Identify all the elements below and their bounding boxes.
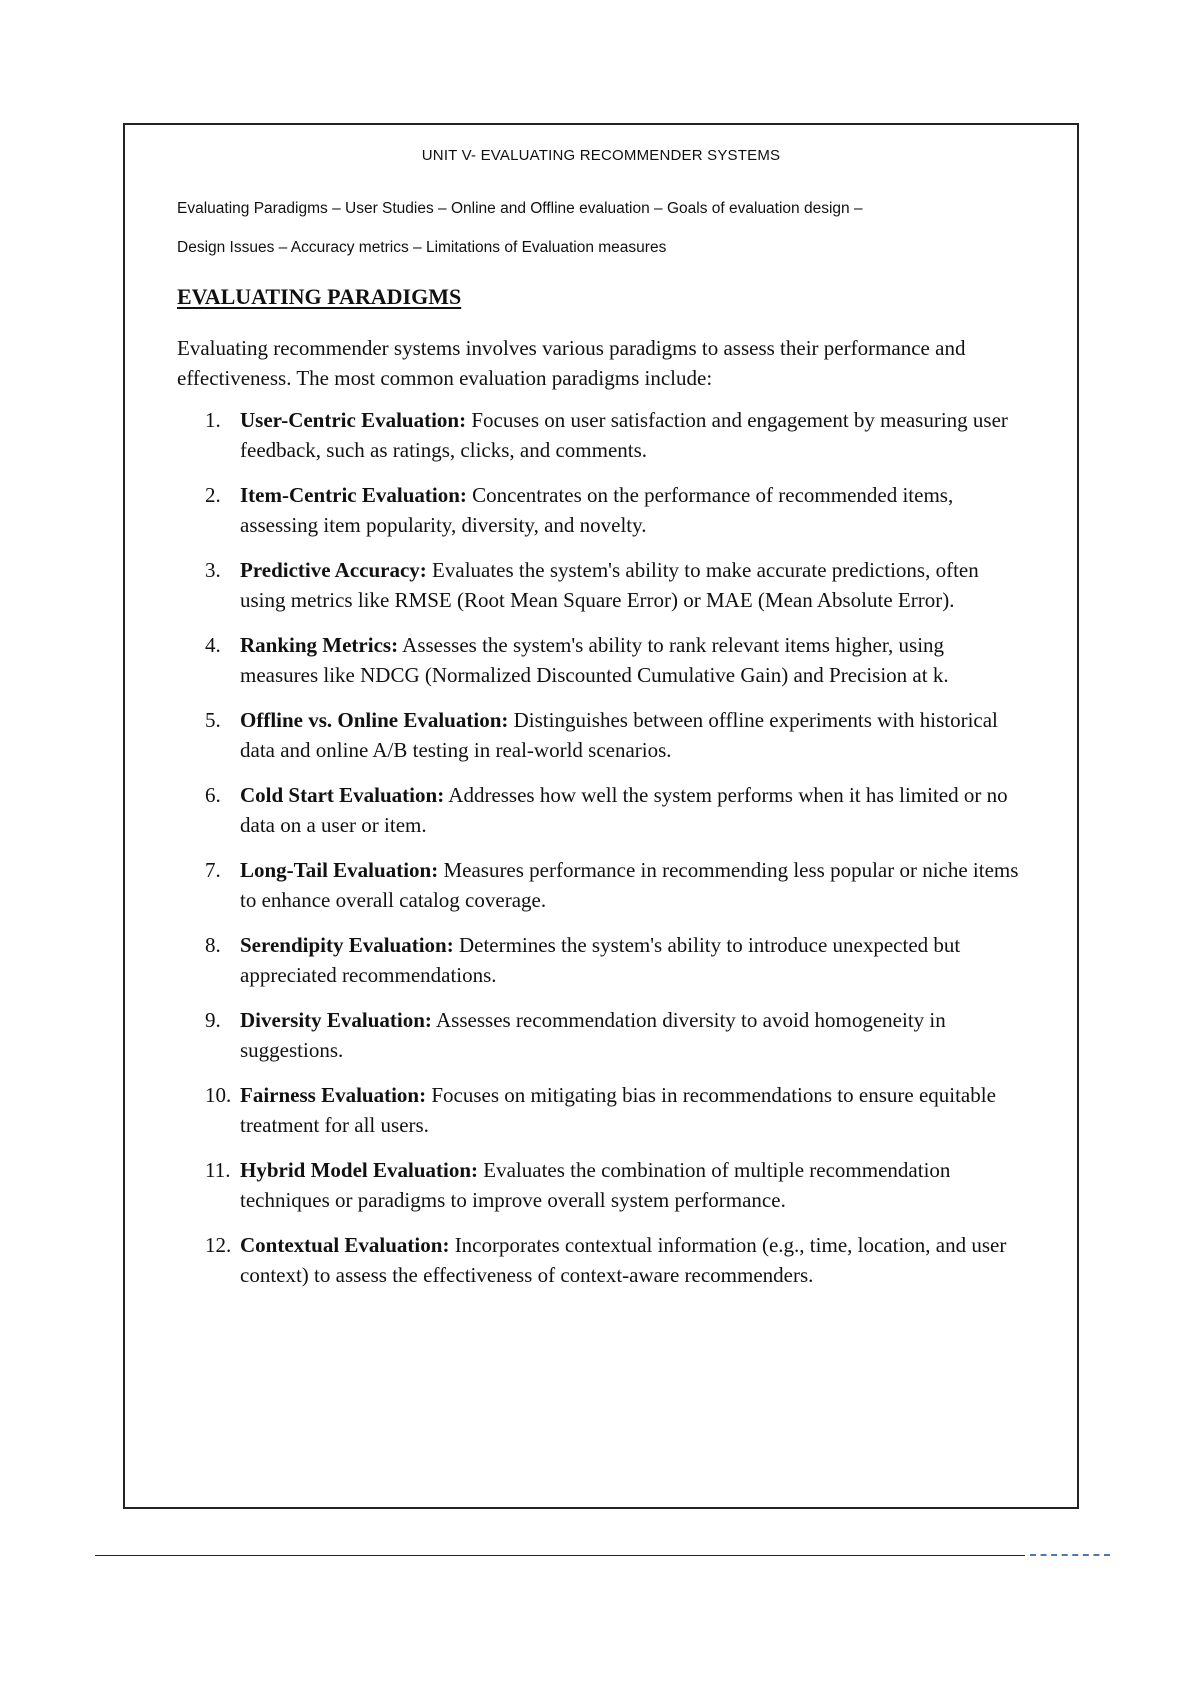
- item-description: Distinguishes between offline experiments with historical data and online A/B testing in real-world scenarios.: [240, 708, 998, 762]
- topics-line: Design Issues – Accuracy metrics – Limitations of Evaluation measures: [177, 239, 667, 256]
- item-description: Evaluates the combination of multiple recommendation techniques or paradigms to improve overall system performance.: [240, 1158, 951, 1212]
- intro-paragraph: Evaluating recommender systems involves various paradigms to assess their performance and effectiveness. The most common evaluation paradigms include:: [177, 336, 966, 390]
- item-term: Item-Centric Evaluation:: [240, 483, 467, 507]
- list-item: [205, 1005, 1025, 1065]
- list-item: [205, 405, 1025, 465]
- item-term: Offline vs. Online Evaluation:: [240, 708, 509, 732]
- item-term: User-Centric Evaluation:: [240, 408, 467, 432]
- item-description: Evaluates the system's ability to make accurate predictions, often using metrics like RMSE (Root Mean Square Error) or MAE (Mean Absolute Error).: [240, 558, 979, 612]
- list-item: [205, 1080, 1025, 1140]
- item-term: Serendipity Evaluation:: [240, 933, 454, 957]
- list-item: [205, 555, 1025, 615]
- item-description: Assesses the system's ability to rank relevant items higher, using measures like NDCG (Normalized Discounted Cumulative Gain) and Precision at k.: [240, 633, 949, 687]
- item-number: 6.: [205, 783, 221, 807]
- list-item: [205, 855, 1025, 915]
- item-term: Hybrid Model Evaluation:: [240, 1158, 479, 1182]
- item-number: 1.: [205, 408, 221, 432]
- item-number: 4.: [205, 633, 221, 657]
- item-description: Assesses recommendation diversity to avoid homogeneity in suggestions.: [240, 1008, 946, 1062]
- topics-line: Evaluating Paradigms – User Studies – Online and Offline evaluation – Goals of evaluation design –: [177, 200, 863, 217]
- item-number: 11.: [205, 1158, 231, 1182]
- item-number: 12.: [205, 1233, 232, 1257]
- item-term: Ranking Metrics:: [240, 633, 399, 657]
- item-term: Cold Start Evaluation:: [240, 783, 445, 807]
- footer-rule: [95, 1555, 1025, 1556]
- list-item: [205, 630, 1025, 690]
- item-term: Predictive Accuracy:: [240, 558, 427, 582]
- list-item: [205, 480, 1025, 540]
- item-description: Concentrates on the performance of recommended items, assessing item popularity, diversity, and novelty.: [240, 483, 954, 537]
- item-number: 2.: [205, 483, 221, 507]
- item-term: Long-Tail Evaluation:: [240, 858, 439, 882]
- unit-title: UNIT V- EVALUATING RECOMMENDER SYSTEMS: [421, 147, 781, 164]
- footer-dash-decoration: [1030, 1554, 1110, 1556]
- list-item: [205, 1155, 1025, 1215]
- item-number: 3.: [205, 558, 221, 582]
- item-number: 9.: [205, 1008, 221, 1032]
- item-description: Determines the system's ability to introduce unexpected but appreciated recommendations.: [240, 933, 961, 987]
- item-term: Contextual Evaluation:: [240, 1233, 450, 1257]
- item-number: 10.: [205, 1083, 232, 1107]
- list-item: [205, 780, 1025, 840]
- topics-syllabus: [177, 189, 1037, 267]
- paradigm-list: [205, 405, 1025, 1305]
- item-description: Incorporates contextual information (e.g., time, location, and user context) to assess the effectiveness of context-aware recommenders.: [240, 1233, 1007, 1287]
- section-heading: EVALUATING PARADIGMS: [177, 284, 462, 309]
- item-description: Focuses on user satisfaction and engagement by measuring user feedback, such as ratings, clicks, and comments.: [240, 408, 1008, 462]
- list-item: [205, 930, 1025, 990]
- list-item: [205, 705, 1025, 765]
- list-item: [205, 1230, 1025, 1290]
- item-term: Diversity Evaluation:: [240, 1008, 432, 1032]
- item-description: Focuses on mitigating bias in recommendations to ensure equitable treatment for all users.: [240, 1083, 996, 1137]
- page-frame: [123, 123, 1079, 1509]
- item-number: 7.: [205, 858, 221, 882]
- item-term: Fairness Evaluation:: [240, 1083, 427, 1107]
- item-description: Measures performance in recommending less popular or niche items to enhance overall catalog coverage.: [240, 858, 1019, 912]
- item-number: 8.: [205, 933, 221, 957]
- item-description: Addresses how well the system performs when it has limited or no data on a user or item.: [240, 783, 1008, 837]
- item-number: 5.: [205, 708, 221, 732]
